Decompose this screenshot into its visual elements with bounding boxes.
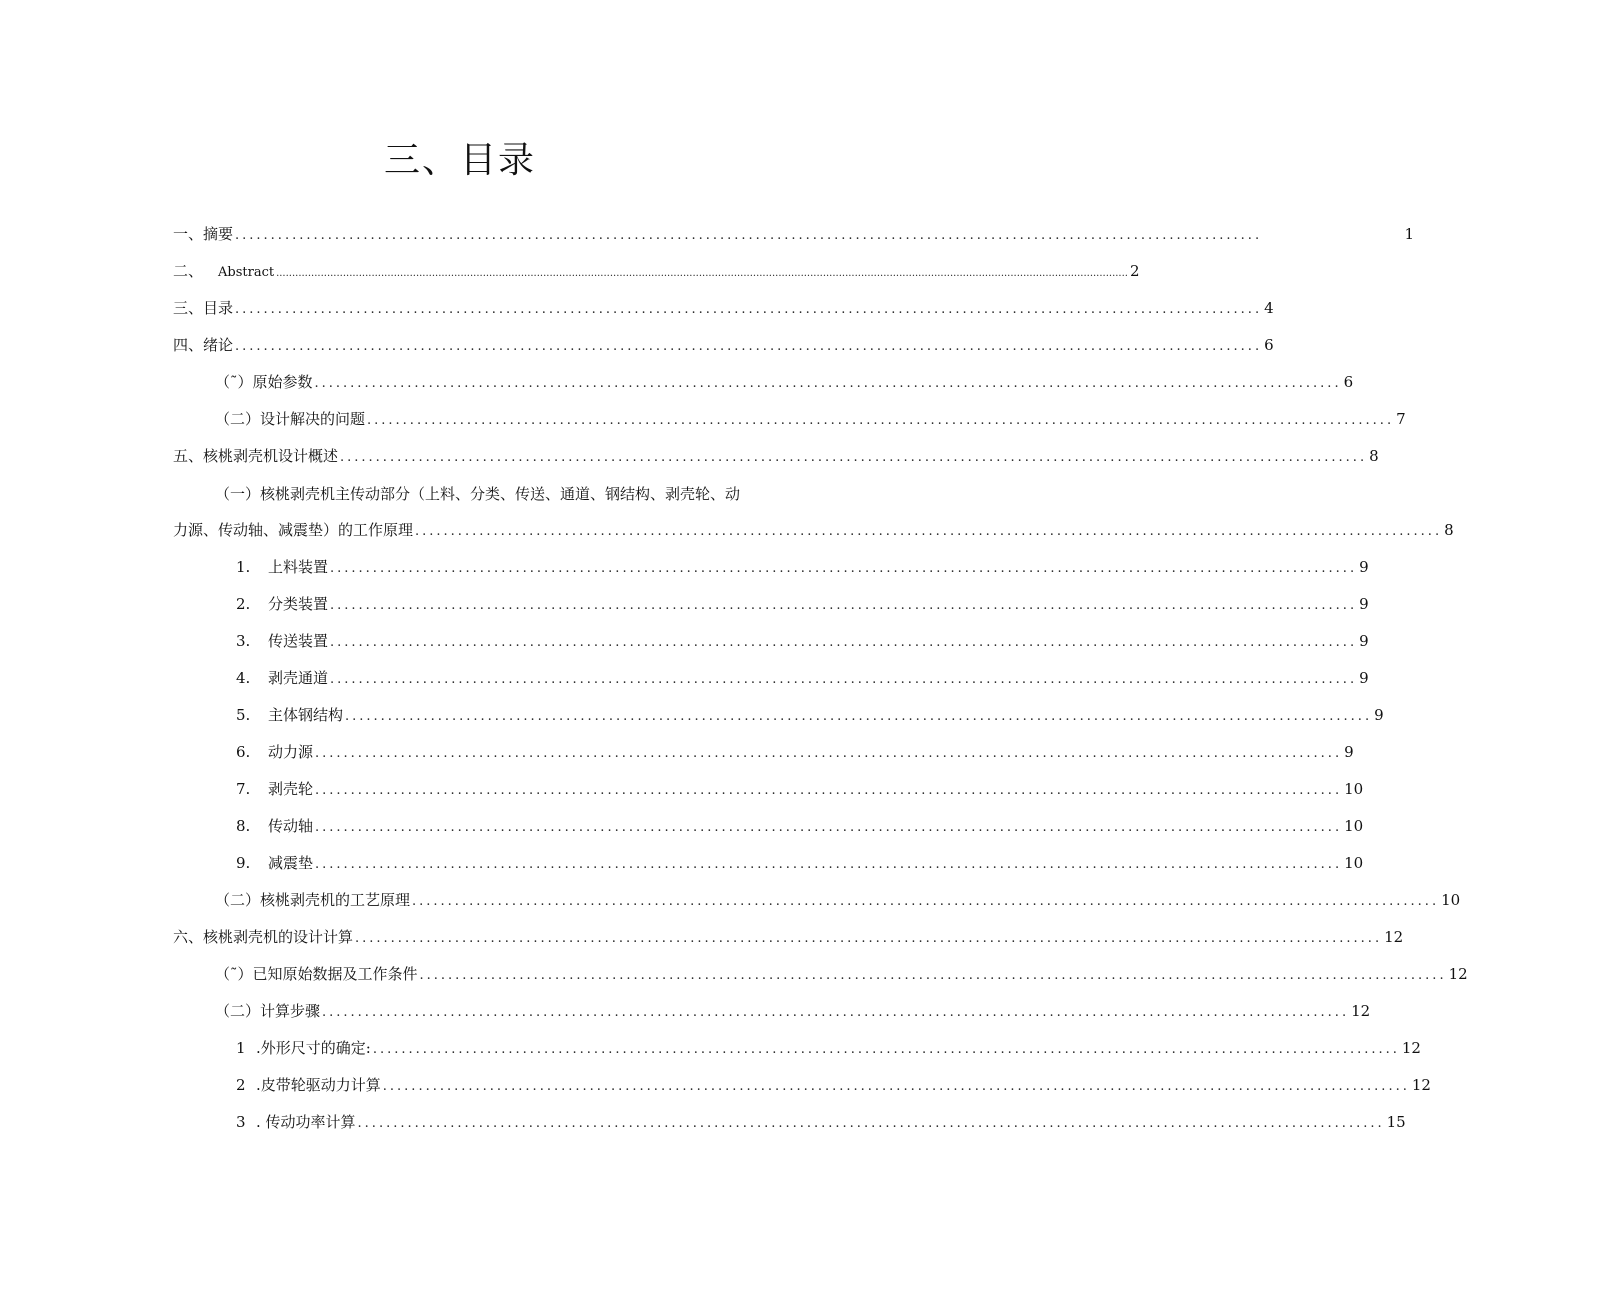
toc-entry[interactable] <box>0 776 1364 802</box>
toc-leader-dots: ................................................................................................................................................ <box>412 894 1440 909</box>
toc-page-number: 12 <box>1384 928 1404 946</box>
toc-leader-dots: ................................................................................................................................................ <box>315 857 1343 872</box>
toc-entry[interactable] <box>0 443 1379 469</box>
toc-entry[interactable] <box>0 850 1364 876</box>
toc-leader-dots: ................................................................................................................................................ <box>382 1079 1410 1094</box>
toc-page-number: 2 <box>1129 262 1140 280</box>
toc-entry-label: 剥壳轮 <box>268 780 314 798</box>
toc-entry-label: 减震垫 <box>268 854 314 872</box>
toc-entry[interactable] <box>0 739 1354 765</box>
toc-page-number: 12 <box>1351 1002 1371 1020</box>
toc-entry-label: .皮带轮驱动力计算 <box>256 1076 381 1094</box>
toc-entry-label: 一、摘要 <box>173 225 234 243</box>
toc-entry[interactable] <box>0 591 1369 617</box>
toc-entry-label: （˜）已知原始数据及工作条件 <box>215 965 418 983</box>
toc-entry-label-line1[interactable]: （一）核桃剥壳机主传动部分（上料、分类、传送、通道、钢结构、剥壳轮、动 <box>215 485 741 503</box>
toc-entry-number: 9. <box>236 854 251 872</box>
toc-entry[interactable] <box>0 665 1369 691</box>
toc-entry[interactable] <box>0 628 1369 654</box>
toc-entry-number: 8. <box>236 817 251 835</box>
toc-leader-dots: ................................................................................................................................................ <box>330 598 1358 613</box>
toc-entry-label: 五、核桃剥壳机设计概述 <box>173 447 339 465</box>
toc-entry-number: 4. <box>236 669 251 687</box>
toc-page-number: 9 <box>1359 595 1369 613</box>
toc-entry-label: 主体钢结构 <box>268 706 344 724</box>
toc-entry-label: 三、目录 <box>173 299 234 317</box>
toc-entry[interactable] <box>0 332 1274 358</box>
toc-entry[interactable] <box>0 887 1461 913</box>
toc-entry[interactable] <box>0 702 1384 728</box>
toc-entry-number: 1. <box>236 558 251 576</box>
toc-entry-label: . 传动功率计算 <box>256 1113 356 1131</box>
toc-entry-number: 2. <box>236 595 251 613</box>
toc-leader-dots: ................................................................................................................................................ <box>315 746 1343 761</box>
toc-page-number: 9 <box>1374 706 1384 724</box>
toc-entry-label: .外形尺寸的确定: <box>256 1039 371 1057</box>
page-title: 三、目录 <box>383 140 536 181</box>
toc-page-number: 12 <box>1411 1076 1431 1094</box>
toc-entry[interactable] <box>0 1035 1421 1061</box>
toc-entry-number: 2 <box>236 1076 246 1094</box>
toc-leader-dots: ................................................................................................................................................ <box>235 302 1263 317</box>
toc-entry-label: （二）计算步骤 <box>215 1002 321 1020</box>
toc-page-number: 10 <box>1441 891 1461 909</box>
toc-page-number: 12 <box>1401 1039 1421 1057</box>
toc-entry-label: 动力源 <box>268 743 314 761</box>
toc-entry-label: 传送装置 <box>268 632 329 650</box>
toc-leader-dots: ................................................................................................................................................ <box>322 1005 1350 1020</box>
toc-leader-dots: ................................................................................................................................................ <box>315 783 1343 798</box>
toc-entry[interactable] <box>0 221 1415 247</box>
toc-entry[interactable] <box>0 961 1468 987</box>
toc-page-number: 8 <box>1369 447 1379 465</box>
toc-leader-dots: ................................................................................................................................................ <box>235 339 1263 354</box>
toc-entry-label: 力源、传动轴、减震垫）的工作原理 <box>173 521 414 539</box>
toc-leader-dots: ................................................................................................................................................ <box>330 561 1358 576</box>
toc-entry[interactable] <box>0 998 1371 1024</box>
toc-page-number: 4 <box>1264 299 1274 317</box>
toc-entry-label: 分类装置 <box>268 595 329 613</box>
toc-entry[interactable] <box>0 295 1274 321</box>
toc-leader-dots: ................................................................................................................................................ <box>340 450 1368 465</box>
toc-entry-number: 7. <box>236 780 251 798</box>
toc-leader-dots: ................................................................................................................................................ <box>314 376 1342 391</box>
toc-entry-number: 6. <box>236 743 251 761</box>
toc-page-number: 6 <box>1343 373 1354 391</box>
toc-entry-label: 上料装置 <box>268 558 329 576</box>
toc-leader-dots: ................................................................................................................................................ <box>367 413 1395 428</box>
toc-page-number: 10 <box>1344 817 1364 835</box>
toc-leader-dots: ................................................................................................................................................ <box>235 228 1263 243</box>
toc-entry-label: （二）设计解决的问题 <box>215 410 366 428</box>
toc-page-number: 9 <box>1359 558 1369 576</box>
toc-entry-number: 5. <box>236 706 251 724</box>
toc-entry[interactable] <box>0 258 1140 284</box>
toc-entry[interactable] <box>0 813 1364 839</box>
toc-entry-label: （二）核桃剥壳机的工艺原理 <box>215 891 411 909</box>
toc-page-number: 1 <box>1404 225 1415 243</box>
toc-entry-number: 3 <box>236 1113 246 1131</box>
toc-page-number: 7 <box>1396 410 1406 428</box>
toc-entry-label: 传动轴 <box>268 817 314 835</box>
toc-entry-label: 四、绪论 <box>173 336 234 354</box>
toc-leader-dots: ................................................................................................................................................ <box>419 968 1447 983</box>
toc-leader-dots: ................................................................................................................................................ <box>355 931 1383 946</box>
toc-page-number: 9 <box>1359 669 1369 687</box>
toc-page-number: 9 <box>1344 743 1354 761</box>
toc-leader-dots: ................................................................................................................................................ <box>415 524 1443 539</box>
toc-entry[interactable] <box>0 517 1454 543</box>
toc-leader-dots: ................................................................................................................................................ <box>330 635 1358 650</box>
toc-page-number: 8 <box>1444 521 1454 539</box>
toc-entry-label: Abstract <box>218 265 275 280</box>
toc-entry-label: 剥壳通道 <box>268 669 329 687</box>
toc-page-number: 12 <box>1448 965 1468 983</box>
toc-entry[interactable] <box>0 406 1406 432</box>
toc-page-number: 6 <box>1264 336 1274 354</box>
toc-page-number: 10 <box>1344 780 1364 798</box>
toc-page-number: 9 <box>1359 632 1369 650</box>
toc-entry-number: 3. <box>236 632 251 650</box>
toc-leader-dots: ................................................................................................................................................ <box>357 1116 1385 1131</box>
toc-leader-dots: ................................................................................................................................................ <box>372 1042 1400 1057</box>
toc-entry-label: （˜）原始参数 <box>215 373 313 391</box>
toc-entry-label: 六、核桃剥壳机的设计计算 <box>173 928 354 946</box>
toc-entry[interactable] <box>0 369 1354 395</box>
toc-leader-dots: ................................................................................................................................................ <box>315 820 1343 835</box>
toc-entry[interactable] <box>0 1072 1431 1098</box>
toc-entry-number: 1 <box>236 1039 246 1057</box>
toc-page-number: 10 <box>1344 854 1364 872</box>
toc-entry-number: 二、 <box>173 262 204 280</box>
toc-entry[interactable] <box>0 554 1369 580</box>
toc-leader-dots: ................................................................................................................................................ <box>345 709 1373 724</box>
toc-entry[interactable] <box>0 924 1404 950</box>
toc-leader-dots: ................................................................................................................................................ <box>330 672 1358 687</box>
toc-entry[interactable] <box>0 1109 1406 1135</box>
toc-leader-dots: ............................................................................................................................................................................................................................................................................ <box>276 268 1128 279</box>
toc-page-number: 15 <box>1386 1113 1406 1131</box>
